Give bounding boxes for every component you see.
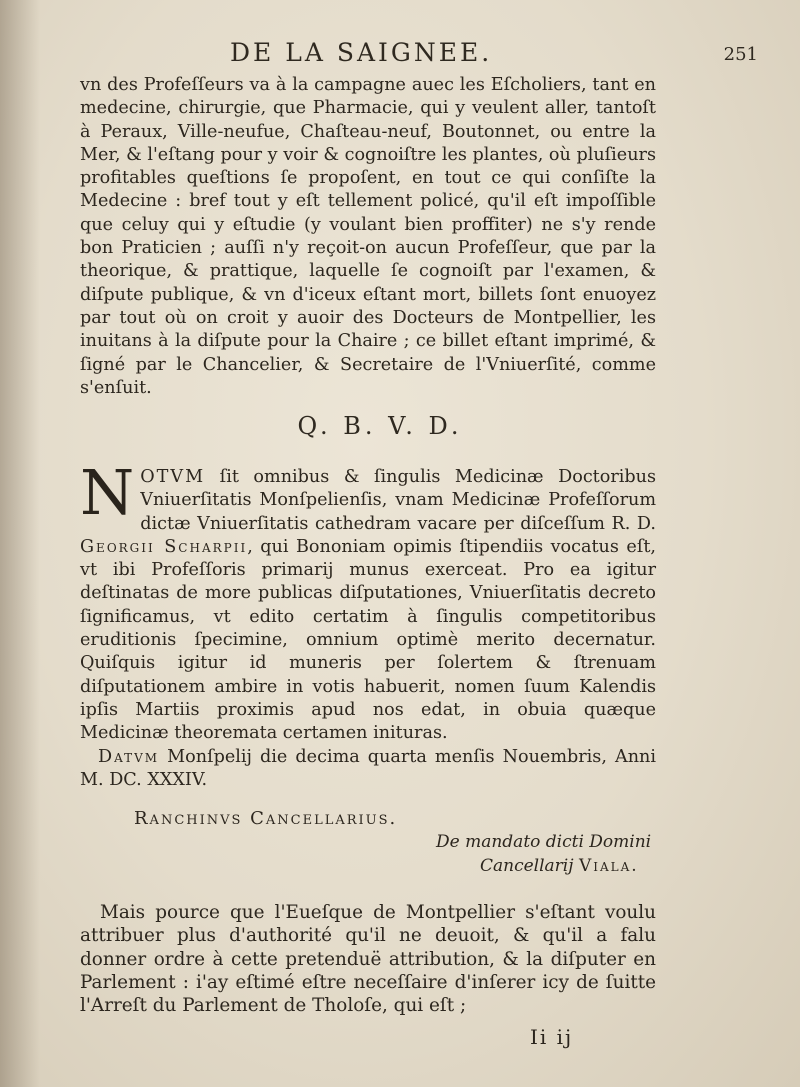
chancellor-signature: Ranchinvs Cancellarius. — [134, 808, 398, 829]
decree-text — [80, 456, 656, 746]
decree-block — [80, 456, 656, 792]
decree-text-a: ſit omnibus & ſingulis Medicinæ Doctoribus Vniuerſitatis Monſpelienſis, vnam Medicinæ Profeſſorum dictæ Vniuerſitatis cathedram vacare per diſceſſum R. D. — [140, 467, 656, 534]
paragraph-2-text: Mais pource que l'Eueſque de Montpellier s'eſtant voulu attribuer plus d'authorité qu'il ne deuoit, & qu'il a falu donner ordre à cette pretenduë attribution, & la diſputer en Parlement : i'ay eſtimé eſtre neceſſaire d'inſerer icy de ſuitte l'Arreſt du Parlement de Tholoſe, qui eſt ; — [80, 902, 656, 1017]
mandate-line-2 — [436, 854, 651, 878]
mandate-block — [436, 830, 651, 878]
paragraph-1-text: vn des Profeſſeurs va à la campagne auec les Eſcholiers, tant en medecine, chirurgie, que Pharmacie, qui y veulent aller, tantoſt à Peraux, Ville-neufue, Chaſteau-neuf, Boutonnet, ou entre la Mer, & l'eſtang pour y voir & cognoiſtre les plantes, où pluſieurs profitables queſtions ſe propoſent, en tout ce qui conſiſte la Medecine : bref tout y eſt tellement policé, qu'il eſt impoſſible que celuy qui y eſtudie (y voulant bien proffiter) ne s'y rende bon Praticien ; auſſi n'y reçoit-on aucun Profeſſeur, que par la theorique, & prattique, laquelle ſe cognoiſt par l'examen, & diſpute publique, & vn d'iceux eſtant mort, billets ſont enuoyez par tout où on croit y auoir des Docteurs de Montpellier, les inuitans à la diſpute pour la Chaire ; ce billet eſtant imprimé, & ſigné par le Chancelier, & Secretaire de l'Vniuerſité, comme s'enſuit. — [80, 75, 656, 398]
signature-mark: Ii ij — [530, 1025, 574, 1049]
mandate-cancellarij: Cancellarij — [480, 856, 574, 876]
qbvd-heading: Q. B. V. D. — [297, 412, 463, 440]
paragraph-2 — [80, 901, 656, 1017]
drop-cap: N — [80, 456, 135, 529]
decree-text-b: , qui Bononiam opimis ſtipendiis vocatus eſt, vt ibi Profeſſoris primarij munus exerceat. Pro ea igitur deſtinatas de more publicas diſputationes, Vniuerſitatis decreto ſignificamus, vt edito certatim à ſingulis competitoribus eruditionis ſpecimine, omnium optimè merito decernatur. Quiſquis igitur id muneris per ſolertem & ſtrenuam diſputationem ambire in votis habuerit, nomen ſuum Kalendis ipſis Martiis proximis apud nos edat, in obuia quæque Medicinæ theoremata certamen inituras. — [80, 536, 656, 744]
page-number: 251 — [723, 44, 758, 65]
decree-date — [80, 746, 656, 793]
decree-name: Georgii Scharpii — [80, 536, 248, 557]
decree-first-word: OTVM — [140, 467, 206, 487]
running-head: DE LA SAIGNEE. — [230, 38, 493, 67]
secretary-name: Viala. — [578, 856, 639, 876]
page-header — [80, 38, 770, 78]
date-text: Monſpelij die decima quarta menſis Nouembris, Anni M. DC. XXXIV. — [80, 746, 656, 790]
gutter-shadow — [0, 0, 40, 1087]
mandate-line-1: De mandato dicti Domini — [436, 832, 652, 852]
date-word: Datvm — [98, 746, 160, 767]
paragraph-1 — [80, 74, 656, 400]
